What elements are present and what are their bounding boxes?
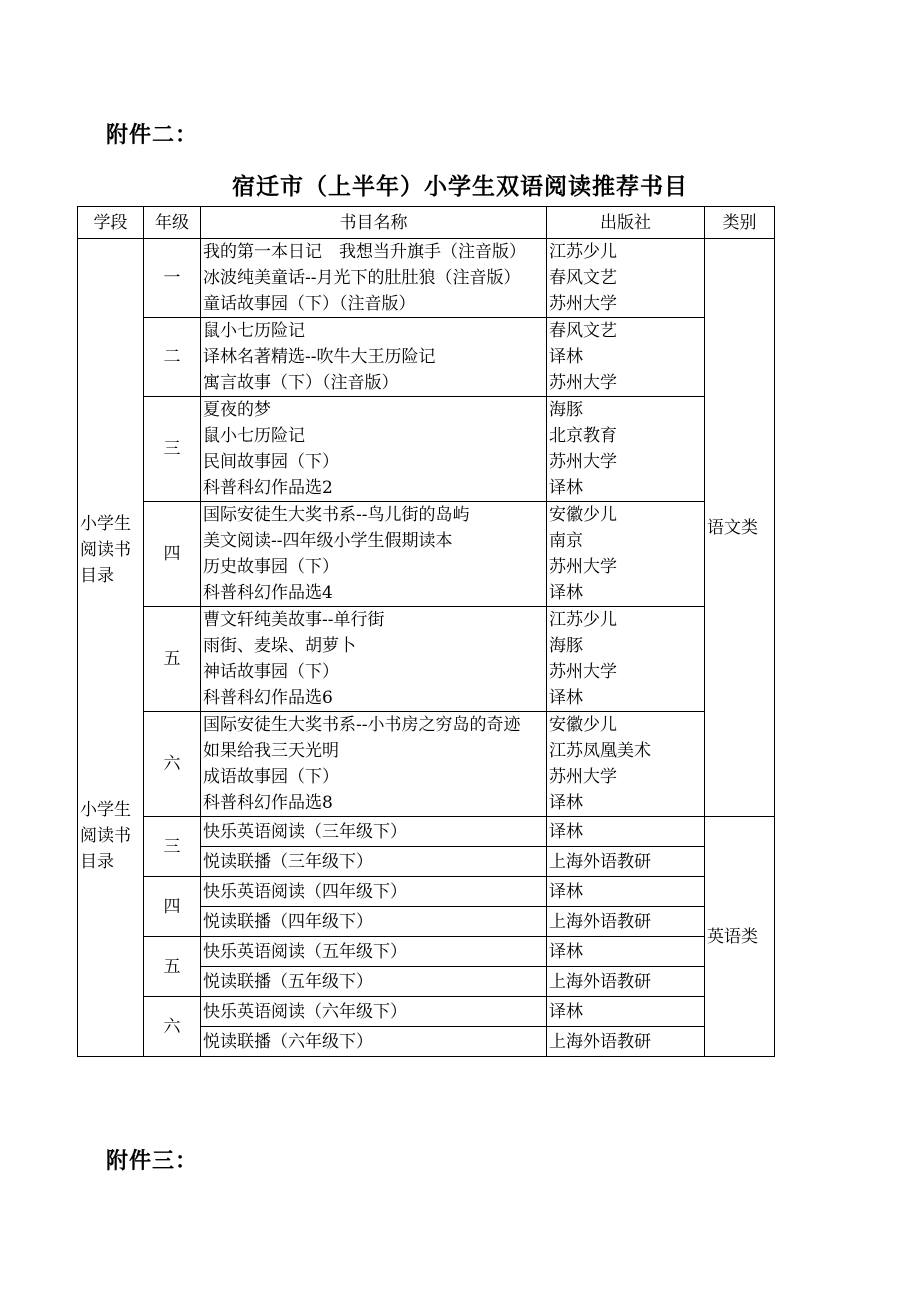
book-title: 悦读联播（三年级下） <box>201 847 547 877</box>
book-title: 科普科幻作品选2 <box>203 478 333 498</box>
book-publisher: 上海外语教研 <box>547 847 705 877</box>
book-publisher: 译林 <box>547 817 705 847</box>
stage-label-line: 目录 <box>80 566 114 586</box>
book-title: 民间故事园（下） <box>203 452 339 472</box>
grade-cell: 五 <box>144 937 201 997</box>
table-header-row <box>78 207 775 239</box>
book-publisher: 春风文艺 <box>549 268 617 288</box>
book-title: 科普科幻作品选6 <box>203 688 333 708</box>
header-category: 类别 <box>705 207 775 239</box>
stage-label-upper <box>80 511 141 589</box>
book-publisher: 苏州大学 <box>549 373 617 393</box>
grade-cell: 一 <box>144 239 201 318</box>
header-grade: 年级 <box>144 207 201 239</box>
book-publisher: 苏州大学 <box>549 767 617 787</box>
book-publisher: 译林 <box>547 937 705 967</box>
book-publisher: 译林 <box>549 793 583 813</box>
book-publisher: 苏州大学 <box>549 294 617 314</box>
header-stage: 学段 <box>78 207 144 239</box>
book-publisher: 上海外语教研 <box>547 1027 705 1057</box>
publishers-cell <box>547 318 705 397</box>
table-row <box>78 397 775 502</box>
book-title: 悦读联播（四年级下） <box>201 907 547 937</box>
stage-gap <box>80 589 141 797</box>
book-title: 历史故事园（下） <box>203 557 339 577</box>
book-publisher: 安徽少儿 <box>549 715 617 735</box>
book-title: 童话故事园（下）（注音版） <box>203 294 416 314</box>
book-titles-cell <box>201 712 547 817</box>
page-title: 宿迁市（上半年）小学生双语阅读推荐书目 <box>232 173 688 200</box>
book-publisher: 译林 <box>549 583 583 603</box>
book-title: 快乐英语阅读（四年级下） <box>201 877 547 907</box>
book-publisher: 春风文艺 <box>549 321 617 341</box>
grade-cell: 四 <box>144 502 201 607</box>
book-title: 神话故事园（下） <box>203 662 339 682</box>
table-row <box>78 712 775 817</box>
book-title: 国际安徒生大奖书系--鸟儿街的岛屿 <box>203 505 470 525</box>
grade-cell: 四 <box>144 877 201 937</box>
category-chinese: 语文类 <box>705 239 775 817</box>
stage-label-line: 阅读书 <box>80 540 131 560</box>
book-title: 悦读联播（六年级下） <box>201 1027 547 1057</box>
book-title: 曹文轩纯美故事--单行街 <box>203 610 385 630</box>
book-publisher: 江苏少儿 <box>549 610 617 630</box>
grade-cell: 二 <box>144 318 201 397</box>
book-title: 科普科幻作品选8 <box>203 793 333 813</box>
table-row <box>78 997 775 1027</box>
book-title: 国际安徒生大奖书系--小书房之穷岛的奇迹 <box>203 715 521 735</box>
grade-cell: 五 <box>144 607 201 712</box>
book-publisher: 江苏凤凰美术 <box>549 741 651 761</box>
stage-cell <box>78 239 144 1057</box>
book-title: 成语故事园（下） <box>203 767 339 787</box>
stage-label-line: 小学生 <box>80 514 131 534</box>
book-publisher: 上海外语教研 <box>547 967 705 997</box>
stage-label-line: 目录 <box>80 852 114 872</box>
book-publisher: 译林 <box>549 688 583 708</box>
book-publisher: 译林 <box>549 347 583 367</box>
reading-list-table <box>77 206 775 1057</box>
book-title: 美文阅读--四年级小学生假期读本 <box>203 531 453 551</box>
book-publisher: 译林 <box>547 877 705 907</box>
book-publisher: 苏州大学 <box>549 662 617 682</box>
book-title: 雨街、麦垛、胡萝卜 <box>203 636 356 656</box>
grade-cell: 六 <box>144 997 201 1057</box>
publishers-cell <box>547 397 705 502</box>
stage-spacer <box>80 239 141 511</box>
book-title: 冰波纯美童话--月光下的肚肚狼（注音版） <box>203 268 521 288</box>
book-publisher: 译林 <box>549 478 583 498</box>
book-publisher: 江苏少儿 <box>549 242 617 262</box>
book-publisher: 海豚 <box>549 636 583 656</box>
table-row <box>78 239 775 318</box>
header-publisher: 出版社 <box>547 207 705 239</box>
table-row <box>78 877 775 907</box>
book-titles-cell <box>201 318 547 397</box>
book-title: 科普科幻作品选4 <box>203 583 333 603</box>
stage-label-line: 小学生 <box>80 800 131 820</box>
grade-cell: 六 <box>144 712 201 817</box>
grade-cell: 三 <box>144 397 201 502</box>
table-row <box>78 937 775 967</box>
table-row <box>78 318 775 397</box>
book-publisher: 海豚 <box>549 400 583 420</box>
book-titles-cell <box>201 502 547 607</box>
publishers-cell <box>547 502 705 607</box>
table-row <box>78 502 775 607</box>
book-titles-cell <box>201 607 547 712</box>
book-title: 鼠小七历险记 <box>203 426 305 446</box>
book-publisher: 苏州大学 <box>549 557 617 577</box>
book-publisher: 安徽少儿 <box>549 505 617 525</box>
book-title: 寓言故事（下）（注音版） <box>203 373 399 393</box>
book-title: 如果给我三天光明 <box>203 741 339 761</box>
stage-label-line: 阅读书 <box>80 826 131 846</box>
book-title: 快乐英语阅读（三年级下） <box>201 817 547 847</box>
book-title: 鼠小七历险记 <box>203 321 305 341</box>
book-publisher: 译林 <box>547 997 705 1027</box>
stage-label-lower <box>80 797 141 875</box>
category-english: 英语类 <box>705 817 775 1057</box>
table-row <box>78 817 775 847</box>
book-title: 快乐英语阅读（五年级下） <box>201 937 547 967</box>
publishers-cell <box>547 607 705 712</box>
book-title: 译林名著精选--吹牛大王历险记 <box>203 347 436 367</box>
book-title: 我的第一本日记 我想当升旗手（注音版） <box>203 242 526 262</box>
book-publisher: 北京教育 <box>549 426 617 446</box>
annex-three-heading: 附件三： <box>106 1148 199 1174</box>
publishers-cell <box>547 712 705 817</box>
header-title: 书目名称 <box>201 207 547 239</box>
book-title: 快乐英语阅读（六年级下） <box>201 997 547 1027</box>
book-titles-cell <box>201 239 547 318</box>
book-publisher: 南京 <box>549 531 583 551</box>
book-publisher: 苏州大学 <box>549 452 617 472</box>
book-title: 悦读联播（五年级下） <box>201 967 547 997</box>
book-publisher: 上海外语教研 <box>547 907 705 937</box>
publishers-cell <box>547 239 705 318</box>
annex-two-heading: 附件二： <box>106 122 199 148</box>
table-row <box>78 607 775 712</box>
grade-cell: 三 <box>144 817 201 877</box>
book-titles-cell <box>201 397 547 502</box>
book-title: 夏夜的梦 <box>203 400 271 420</box>
